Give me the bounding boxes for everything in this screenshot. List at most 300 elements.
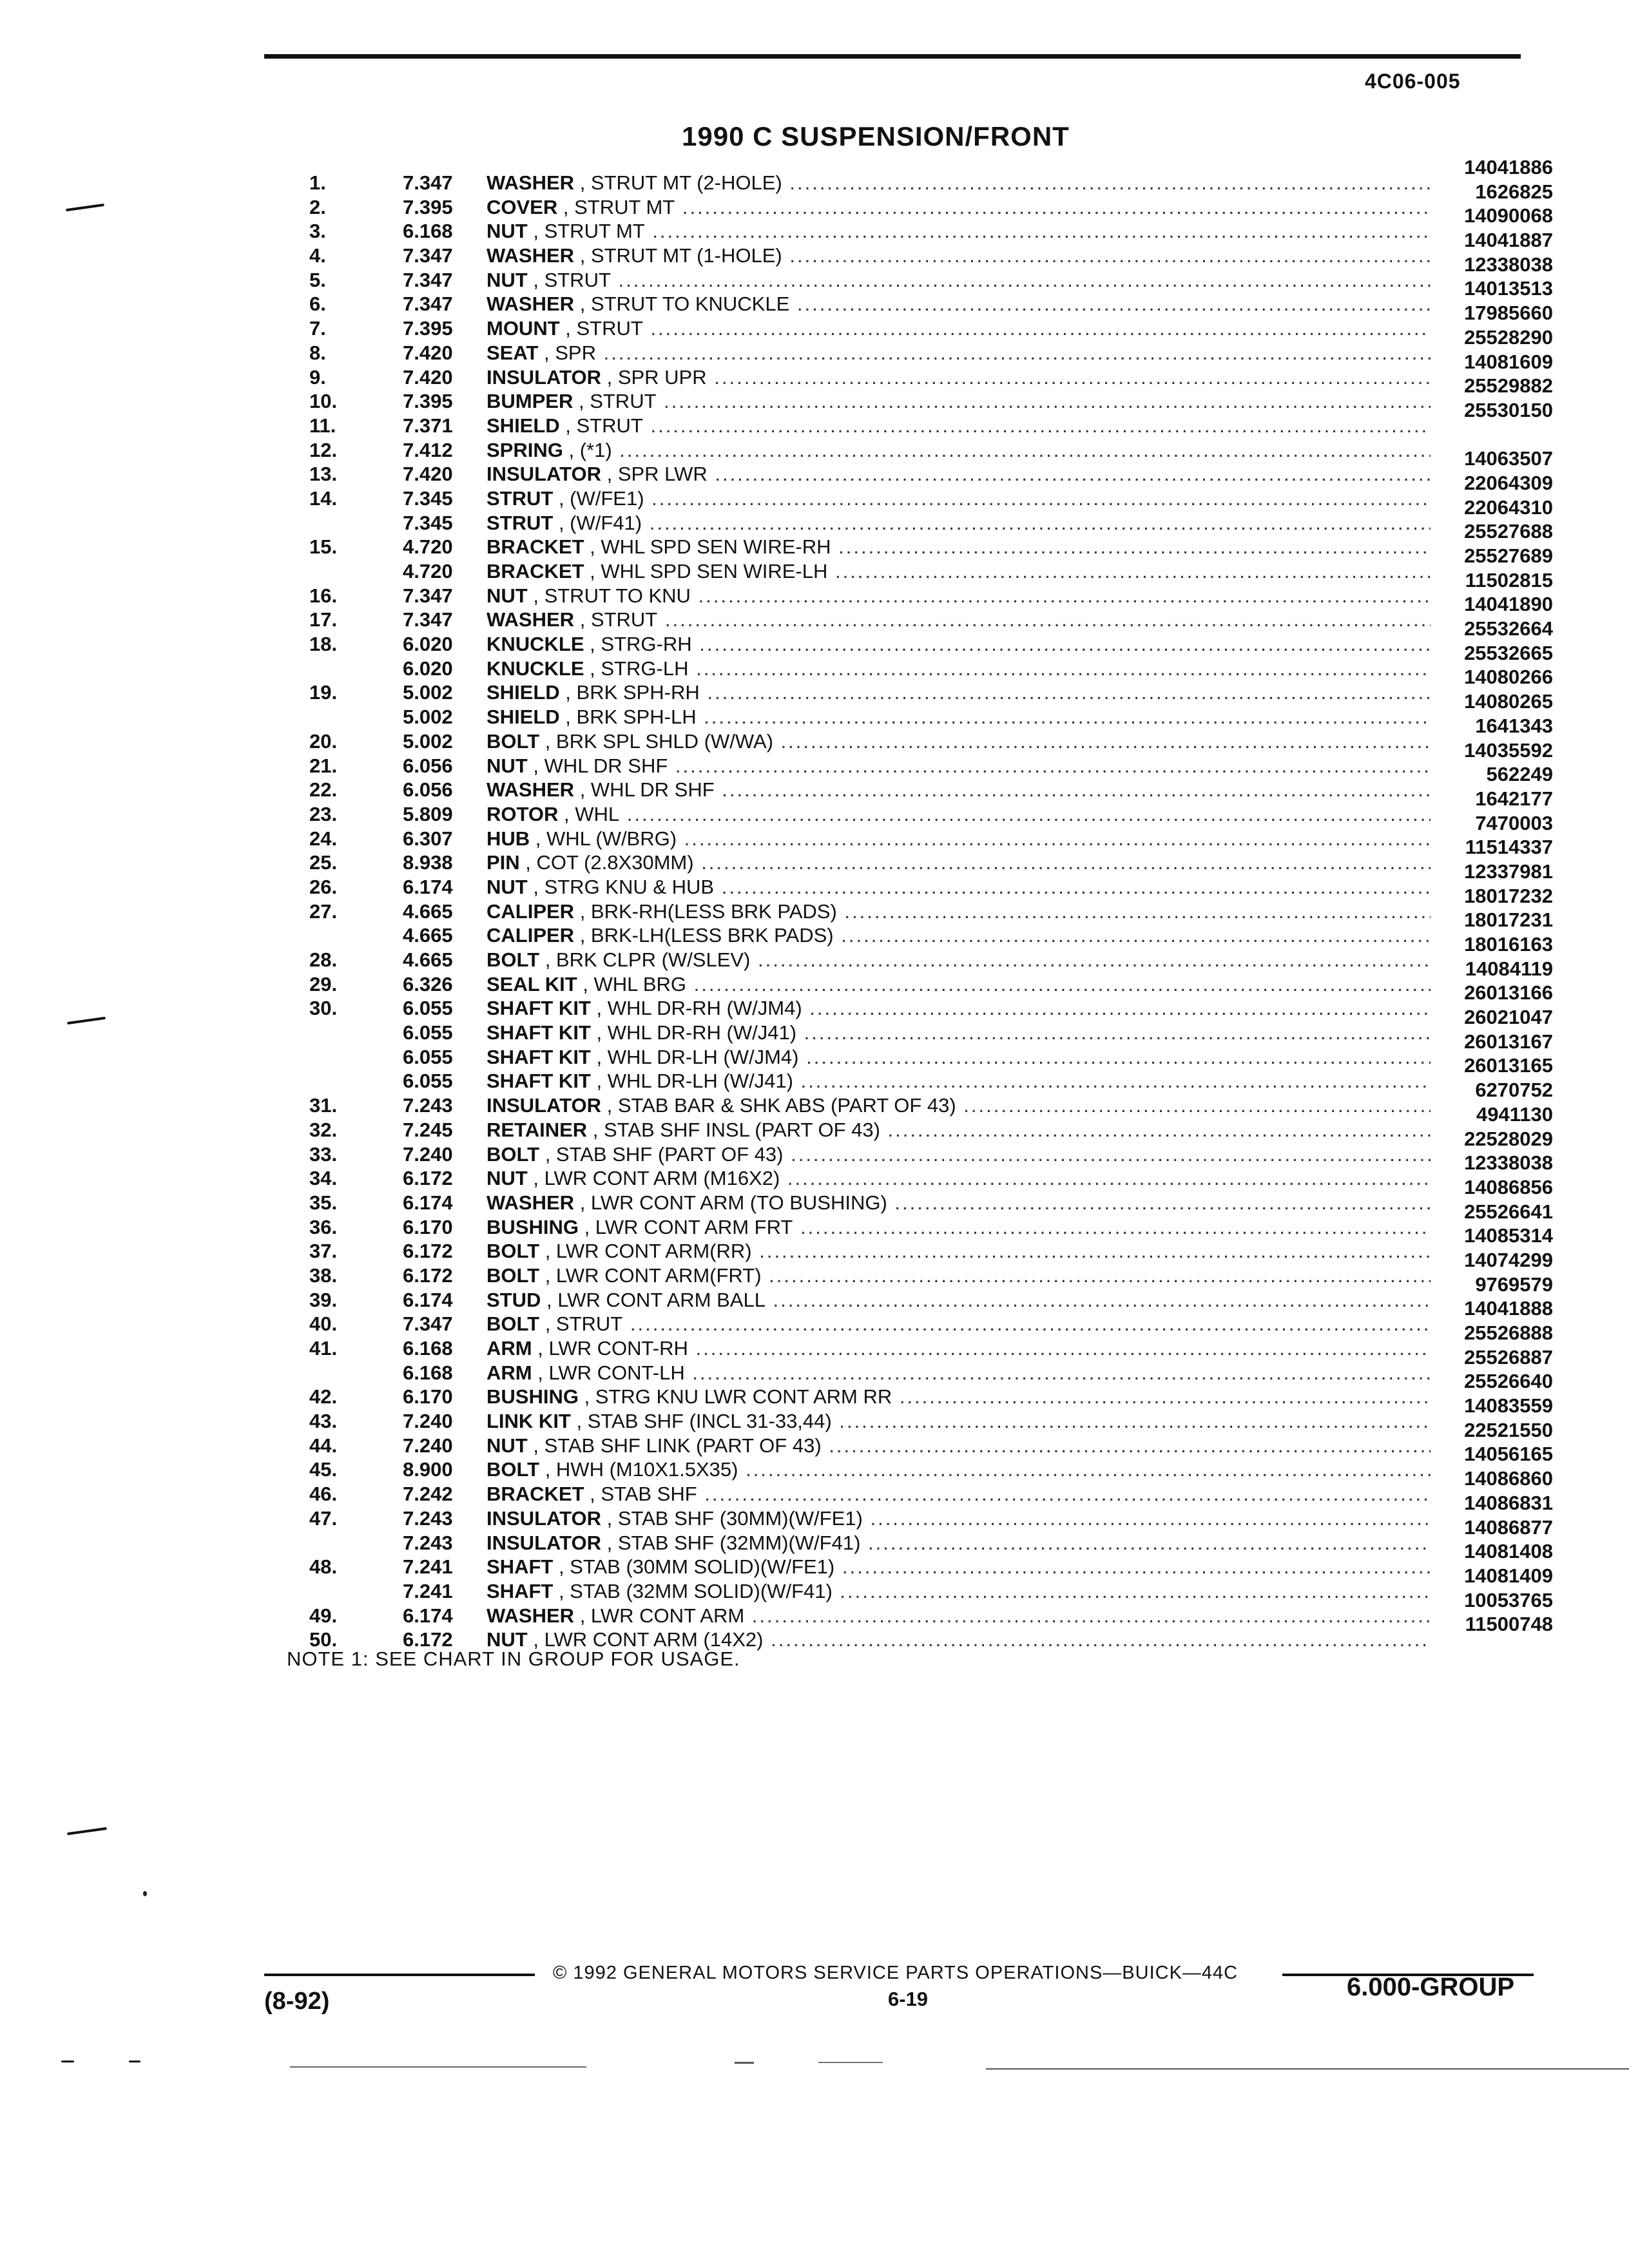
part-name: SHAFT KIT xyxy=(487,1045,591,1068)
part-number: 11502815 xyxy=(1465,568,1553,591)
page-title: 1990 C SUSPENSION/FRONT xyxy=(682,121,1070,151)
part-name: SEAL KIT xyxy=(487,972,577,995)
usage-note: NOTE 1: SEE CHART IN GROUP FOR USAGE. xyxy=(287,1648,740,1670)
part-name: INSULATOR xyxy=(487,1506,601,1530)
group-number: 7.420 xyxy=(403,341,453,364)
part-detail-prefix: , xyxy=(539,948,556,971)
part-detail-prefix: , xyxy=(539,1458,556,1481)
part-name: WASHER xyxy=(487,778,575,802)
item-number: 29. xyxy=(309,972,338,995)
group-number: 7.243 xyxy=(403,1531,453,1554)
part-detail-prefix: , xyxy=(590,1021,608,1044)
group-number: 7.243 xyxy=(403,1506,453,1530)
part-detail-prefix: , xyxy=(587,1118,604,1141)
footer-rule-left xyxy=(264,1974,535,1976)
part-name: SHIELD xyxy=(487,706,560,729)
part-detail: SPR xyxy=(555,341,596,364)
part-detail-prefix: , xyxy=(539,729,556,753)
part-detail: (W/F41) xyxy=(570,511,642,534)
part-detail-prefix: , xyxy=(530,827,547,850)
part-name: NUT xyxy=(487,754,528,777)
part-name: RETAINER xyxy=(487,1118,588,1141)
part-detail-prefix: , xyxy=(601,463,618,486)
part-name: CALIPER xyxy=(487,899,575,923)
group-number: 7.395 xyxy=(403,390,453,413)
part-detail-prefix: , xyxy=(574,171,591,194)
item-number: 3. xyxy=(309,220,326,243)
part-detail-prefix: , xyxy=(527,584,545,607)
group-number: 6.174 xyxy=(403,875,453,898)
part-number: 10053765 xyxy=(1464,1588,1553,1611)
part-number: 14085314 xyxy=(1464,1224,1553,1247)
group-number: 6.168 xyxy=(403,1361,453,1384)
group-number: 7.347 xyxy=(403,1312,453,1336)
part-detail: STAB SHF (30MM)(W/FE1) xyxy=(617,1506,863,1530)
part-number: 22521550 xyxy=(1464,1418,1553,1441)
part-number: 26013167 xyxy=(1464,1030,1553,1053)
part-name: BOLT xyxy=(487,1264,540,1287)
part-detail: SPR LWR xyxy=(617,463,708,486)
part-number: 25527688 xyxy=(1464,520,1553,543)
part-detail-prefix: , xyxy=(577,972,594,995)
part-detail-prefix: , xyxy=(574,608,591,631)
part-detail: BRK-LH(LESS BRK PADS) xyxy=(590,924,834,947)
item-number: 24. xyxy=(309,827,338,850)
group-number: 6.172 xyxy=(403,1264,453,1287)
part-detail-prefix: , xyxy=(584,657,601,680)
part-detail-prefix: , xyxy=(601,365,618,389)
part-detail: BRK SPL SHLD (W/WA) xyxy=(555,729,773,753)
part-name: BUSHING xyxy=(487,1385,579,1408)
copyright-line: © 1992 GENERAL MOTORS SERVICE PARTS OPERATIONS—BUICK—44C xyxy=(553,1963,1239,1983)
part-detail-prefix: , xyxy=(558,802,575,825)
part-detail-prefix: , xyxy=(553,1555,570,1579)
part-detail-prefix: , xyxy=(574,924,591,947)
page-number: 6-19 xyxy=(888,1988,929,2010)
part-name: WASHER xyxy=(487,171,575,194)
part-detail: STRUT xyxy=(590,608,658,631)
item-number: 14. xyxy=(309,486,338,510)
part-detail: STAB SHF (32MM)(W/F41) xyxy=(617,1531,861,1554)
part-number: 14086860 xyxy=(1464,1467,1553,1490)
part-name: KNUCKLE xyxy=(487,633,584,656)
item-number: 50. xyxy=(309,1628,338,1651)
part-detail: STRUT MT (1-HOLE) xyxy=(590,244,782,267)
group-number: 6.174 xyxy=(403,1191,453,1214)
part-detail: LWR CONT-RH xyxy=(548,1337,688,1360)
item-number: 44. xyxy=(309,1434,338,1457)
part-number: 14081409 xyxy=(1464,1564,1553,1587)
part-detail-prefix: , xyxy=(539,1264,556,1287)
part-name: WASHER xyxy=(487,244,575,267)
part-detail-prefix: , xyxy=(590,1045,608,1068)
part-number: 12338038 xyxy=(1464,253,1553,276)
part-detail: LWR CONT ARM xyxy=(590,1604,745,1627)
part-detail: STAB SHF INSL (PART OF 43) xyxy=(604,1118,880,1141)
part-detail-prefix: , xyxy=(553,1579,570,1602)
item-number: 37. xyxy=(309,1240,338,1263)
part-detail-prefix: , xyxy=(584,560,601,582)
part-number: 25526887 xyxy=(1464,1345,1553,1369)
group-number: 7.420 xyxy=(403,365,453,389)
group-number: 6.172 xyxy=(403,1240,453,1263)
part-detail-prefix: , xyxy=(527,268,545,291)
parts-list xyxy=(258,155,1553,1651)
part-number: 18017231 xyxy=(1464,908,1553,932)
item-number: 4. xyxy=(309,244,326,267)
item-number: 45. xyxy=(309,1458,338,1481)
part-detail-prefix: , xyxy=(539,1142,556,1166)
margin-mark xyxy=(61,2061,74,2062)
group-number: 6.055 xyxy=(403,997,453,1020)
part-detail: LWR CONT-LH xyxy=(548,1361,685,1384)
part-name: ROTOR xyxy=(487,802,559,825)
part-name: BRACKET xyxy=(487,560,584,582)
part-detail: STRG KNU LWR CONT ARM RR xyxy=(595,1385,892,1408)
part-detail-prefix: , xyxy=(527,875,545,898)
group-number: 6.307 xyxy=(403,827,453,850)
part-name: WASHER xyxy=(487,293,575,316)
part-detail: LWR CONT ARM (14X2) xyxy=(544,1628,764,1651)
part-number: 14080266 xyxy=(1464,666,1553,689)
part-name: STUD xyxy=(487,1288,541,1311)
group-number: 6.170 xyxy=(403,1385,453,1408)
item-number: 12. xyxy=(309,438,338,461)
part-number: 25527689 xyxy=(1464,544,1553,567)
part-name: NUT xyxy=(487,220,528,243)
group-number: 5.002 xyxy=(403,681,453,704)
group-number: 6.174 xyxy=(403,1604,453,1627)
group-number: 4.665 xyxy=(403,948,453,971)
item-number: 10. xyxy=(309,390,338,413)
group-number: 8.938 xyxy=(403,851,453,874)
group-number: 6.326 xyxy=(403,972,453,995)
item-number: 41. xyxy=(309,1337,338,1360)
part-number: 14056165 xyxy=(1464,1443,1553,1466)
part-number: 14090068 xyxy=(1464,204,1553,227)
part-detail-prefix: , xyxy=(584,535,601,559)
part-number: 25529882 xyxy=(1464,374,1553,398)
part-name: ARM xyxy=(487,1361,532,1384)
part-detail: STAB (30MM SOLID)(W/FE1) xyxy=(570,1555,835,1579)
part-name: INSULATOR xyxy=(487,463,601,486)
part-number: 18017232 xyxy=(1464,884,1553,907)
part-name: WASHER xyxy=(487,608,575,631)
item-number: 38. xyxy=(309,1264,338,1287)
part-detail: WHL DR-LH (W/J41) xyxy=(607,1070,793,1093)
part-number: 14063507 xyxy=(1464,447,1553,470)
part-detail: SPR UPR xyxy=(617,365,707,389)
part-detail-prefix: , xyxy=(584,1483,601,1506)
group-number: 7.420 xyxy=(403,463,453,486)
group-number: 6.174 xyxy=(403,1288,453,1311)
part-detail: STRG-RH xyxy=(601,633,692,656)
part-name: PIN xyxy=(487,851,520,874)
item-number: 1. xyxy=(309,171,326,194)
revision-date: (8-92) xyxy=(264,1988,330,2015)
part-row xyxy=(258,398,1553,437)
group-number: 7.347 xyxy=(403,171,453,194)
part-detail: (*1) xyxy=(579,438,612,461)
part-detail-prefix: , xyxy=(557,195,575,218)
part-detail: STRUT xyxy=(555,1312,623,1336)
speck xyxy=(143,1891,147,1896)
part-name: WASHER xyxy=(487,1191,575,1214)
part-number: 26013165 xyxy=(1464,1054,1553,1077)
part-detail: STRUT xyxy=(590,390,657,413)
group-number: 5.002 xyxy=(403,706,453,729)
item-number: 8. xyxy=(309,341,326,364)
part-detail-prefix: , xyxy=(553,511,570,534)
part-detail-prefix: , xyxy=(573,390,590,413)
part-name: HUB xyxy=(487,827,530,850)
group-number: 6.056 xyxy=(403,778,453,802)
part-detail-prefix: , xyxy=(519,851,537,874)
group-number: 6.020 xyxy=(403,657,453,680)
part-detail: STAB SHF xyxy=(601,1483,697,1506)
part-detail-prefix: , xyxy=(559,317,577,340)
part-detail-prefix: , xyxy=(553,486,570,510)
part-number: 25530150 xyxy=(1464,398,1553,421)
binder-mark xyxy=(66,204,104,211)
part-name: SHAFT KIT xyxy=(487,1070,591,1093)
group-number: 6.020 xyxy=(403,633,453,656)
item-number: 48. xyxy=(309,1555,338,1579)
group-number: 6.172 xyxy=(403,1167,453,1190)
group-number: 5.809 xyxy=(403,802,453,825)
group-number: 7.347 xyxy=(403,584,453,607)
group-number: 7.347 xyxy=(403,608,453,631)
part-number: 14081609 xyxy=(1464,350,1553,373)
group-number: 7.347 xyxy=(403,244,453,267)
item-number: 28. xyxy=(309,948,338,971)
part-number: 12337981 xyxy=(1464,860,1553,883)
part-name: INSULATOR xyxy=(487,1531,601,1554)
item-number: 25. xyxy=(309,851,338,874)
part-detail: WHL DR SHF xyxy=(590,778,715,802)
part-detail-prefix: , xyxy=(527,220,545,243)
part-detail: WHL DR-RH (W/J41) xyxy=(607,1021,797,1044)
part-number: 17985660 xyxy=(1464,302,1553,325)
margin-mark xyxy=(129,2061,140,2062)
part-detail: STRUT xyxy=(576,414,643,437)
part-detail: STAB SHF (PART OF 43) xyxy=(555,1142,784,1166)
part-number: 14041888 xyxy=(1464,1297,1553,1320)
group-number: 6.168 xyxy=(403,220,453,243)
part-detail-prefix: , xyxy=(578,1215,595,1238)
part-detail-prefix: , xyxy=(574,899,591,923)
part-detail-prefix: , xyxy=(559,681,577,704)
part-detail: BRK SPH-LH xyxy=(576,706,697,729)
part-detail: LWR CONT ARM FRT xyxy=(595,1215,793,1238)
bottom-rule xyxy=(986,2068,1629,2070)
part-detail-prefix: , xyxy=(559,706,577,729)
part-name: NUT xyxy=(487,1167,528,1190)
part-name: SPRING xyxy=(487,438,563,461)
part-number: 14074299 xyxy=(1464,1248,1553,1271)
group-number: 5.002 xyxy=(403,729,453,753)
item-number: 17. xyxy=(309,608,338,631)
part-number: 14035592 xyxy=(1464,738,1553,762)
part-number: 22528029 xyxy=(1464,1127,1553,1150)
part-detail: HWH (M10X1.5X35) xyxy=(555,1458,738,1481)
part-number: 14041887 xyxy=(1464,229,1553,252)
part-name: BOLT xyxy=(487,948,540,971)
group-number: 7.345 xyxy=(403,511,453,534)
part-detail-prefix: , xyxy=(574,778,591,802)
part-detail: STAB SHF (INCL 31-33,44) xyxy=(587,1410,832,1433)
part-name: SHAFT xyxy=(487,1579,554,1602)
part-detail: LWR CONT ARM (TO BUSHING) xyxy=(590,1191,887,1214)
part-detail: BRK SPH-RH xyxy=(576,681,700,704)
part-name: SHAFT KIT xyxy=(487,1021,591,1044)
part-detail: STRUT TO KNU xyxy=(544,584,691,607)
item-number: 27. xyxy=(309,899,338,923)
item-number: 21. xyxy=(309,754,338,777)
group-number: 7.245 xyxy=(403,1118,453,1141)
part-number: 14041890 xyxy=(1464,593,1553,616)
part-detail: WHL DR-RH (W/JM4) xyxy=(607,997,802,1020)
group-number: 6.055 xyxy=(403,1045,453,1068)
part-detail: STRG KNU & HUB xyxy=(544,875,715,898)
bottom-rule xyxy=(818,2062,883,2063)
part-detail: BRK-RH(LESS BRK PADS) xyxy=(590,899,837,923)
item-number: 6. xyxy=(309,293,326,316)
part-number: 25528290 xyxy=(1464,325,1553,349)
part-name: MOUNT xyxy=(487,317,560,340)
item-number: 43. xyxy=(309,1410,338,1433)
part-name: INSULATOR xyxy=(487,1094,601,1117)
item-number: 19. xyxy=(309,681,338,704)
part-number: 9769579 xyxy=(1475,1273,1553,1296)
part-number: 25526641 xyxy=(1464,1200,1553,1223)
group-number: 6.055 xyxy=(403,1070,453,1093)
part-name: NUT xyxy=(487,584,528,607)
part-number: 14041886 xyxy=(1464,156,1553,178)
part-detail-prefix: , xyxy=(601,1094,618,1117)
group-number: 4.720 xyxy=(403,560,453,582)
part-detail: STAB SHF LINK (PART OF 43) xyxy=(544,1434,822,1457)
part-detail: STRUT xyxy=(544,268,611,291)
part-name: COVER xyxy=(487,195,558,218)
part-name: STRUT xyxy=(487,486,554,510)
part-detail-prefix: , xyxy=(559,414,577,437)
item-number: 32. xyxy=(309,1118,338,1141)
group-number: 7.395 xyxy=(403,317,453,340)
part-detail-prefix: , xyxy=(527,754,545,777)
item-number: 16. xyxy=(309,584,338,607)
part-number: 14086831 xyxy=(1464,1491,1553,1514)
item-number: 42. xyxy=(309,1385,338,1408)
item-number: 49. xyxy=(309,1604,338,1627)
part-detail: WHL SPD SEN WIRE-RH xyxy=(601,535,831,559)
group-number: 7.347 xyxy=(403,268,453,291)
item-number: 26. xyxy=(309,875,338,898)
part-name: BOLT xyxy=(487,1312,540,1336)
part-detail-prefix: , xyxy=(578,1385,595,1408)
item-number: 5. xyxy=(309,268,326,291)
part-number: 25532664 xyxy=(1464,617,1553,640)
group-number: 7.240 xyxy=(403,1434,453,1457)
part-number: 14083559 xyxy=(1464,1394,1553,1418)
group-number: 8.900 xyxy=(403,1458,453,1481)
top-rule xyxy=(264,54,1521,59)
part-number: 26013166 xyxy=(1464,981,1553,1004)
group-label: 6.000-GROUP xyxy=(1347,1973,1515,2001)
part-name: KNUCKLE xyxy=(487,657,584,680)
part-number: 14013513 xyxy=(1464,277,1553,300)
part-detail-prefix: , xyxy=(538,341,555,364)
part-name: WASHER xyxy=(487,1604,575,1627)
part-number: 14086877 xyxy=(1464,1515,1553,1539)
part-number: 1641343 xyxy=(1475,714,1553,737)
group-number: 7.412 xyxy=(403,438,453,461)
part-detail: WHL DR-LH (W/JM4) xyxy=(607,1045,799,1068)
part-name: BOLT xyxy=(487,1458,540,1481)
part-detail-prefix: , xyxy=(527,1434,545,1457)
part-number: 25532665 xyxy=(1464,641,1553,664)
part-name: NUT xyxy=(487,1628,528,1651)
part-number: 22064309 xyxy=(1464,471,1553,494)
part-name: SEAT xyxy=(487,341,539,364)
group-number: 7.243 xyxy=(403,1094,453,1117)
item-number: 23. xyxy=(309,802,338,825)
group-number: 7.371 xyxy=(403,414,453,437)
item-number: 36. xyxy=(309,1215,338,1238)
item-number: 15. xyxy=(309,535,338,559)
part-number: 562249 xyxy=(1486,763,1553,786)
item-number: 34. xyxy=(309,1167,338,1190)
part-number: 7470003 xyxy=(1475,811,1553,834)
part-detail-prefix: , xyxy=(601,1506,618,1530)
item-number: 2. xyxy=(309,195,326,218)
item-number: 7. xyxy=(309,317,326,340)
item-number: 11. xyxy=(309,414,336,437)
part-name: STRUT xyxy=(487,511,554,534)
part-name: CALIPER xyxy=(487,924,575,947)
group-number: 6.056 xyxy=(403,754,453,777)
part-detail: STRUT TO KNUCKLE xyxy=(590,293,790,316)
item-number: 22. xyxy=(309,778,338,802)
part-name: SHIELD xyxy=(487,681,560,704)
group-number: 7.345 xyxy=(403,486,453,510)
group-number: 7.241 xyxy=(403,1579,453,1602)
part-detail-prefix: , xyxy=(570,1410,588,1433)
part-number: 1626825 xyxy=(1475,180,1553,203)
part-detail: LWR CONT ARM(RR) xyxy=(555,1240,752,1263)
part-number: 14084119 xyxy=(1465,957,1553,980)
part-name: NUT xyxy=(487,875,528,898)
part-detail-prefix: , xyxy=(539,1240,556,1263)
part-detail: WHL DR SHF xyxy=(544,754,668,777)
part-name: LINK KIT xyxy=(487,1410,571,1433)
part-detail: BRK CLPR (W/SLEV) xyxy=(555,948,751,971)
item-number: 9. xyxy=(309,365,326,389)
part-detail: LWR CONT ARM BALL xyxy=(557,1288,766,1311)
item-number: 20. xyxy=(309,729,338,753)
part-number: 26021047 xyxy=(1464,1006,1553,1029)
part-number: 4941130 xyxy=(1476,1102,1553,1126)
part-number: 18016163 xyxy=(1464,933,1553,956)
part-name: BRACKET xyxy=(487,1483,584,1506)
part-detail: LWR CONT ARM (M16X2) xyxy=(544,1167,780,1190)
binder-mark xyxy=(67,1827,107,1836)
part-detail: STRUT MT (2-HOLE) xyxy=(590,171,782,194)
item-number: 33. xyxy=(309,1142,338,1166)
part-name: SHAFT KIT xyxy=(487,997,591,1020)
part-detail: WHL SPD SEN WIRE-LH xyxy=(601,560,828,582)
part-detail-prefix: , xyxy=(574,293,591,316)
